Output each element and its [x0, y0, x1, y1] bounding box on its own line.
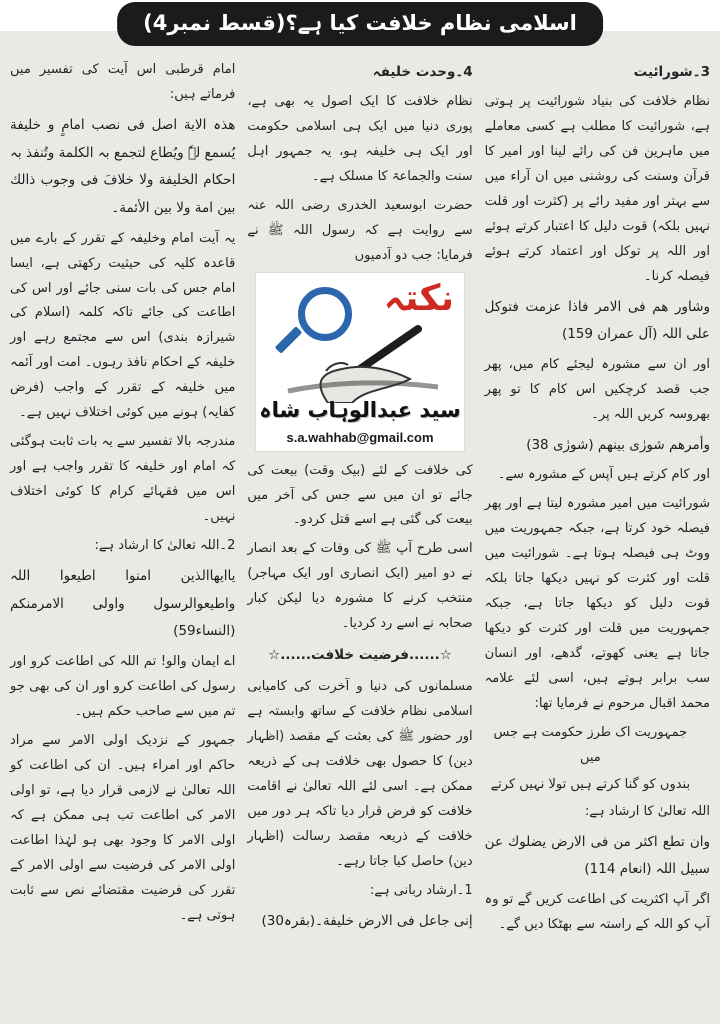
- quran-quote: وأمرھم شورٰی بینھم (شورٰی 38): [526, 436, 710, 453]
- paragraph: 2۔اللہ تعالیٰ کا ارشاد ہے:: [94, 538, 236, 554]
- quran-quote: وان تطع اکثر من فی الارض یضلوك عن سبیل اللہ (انعام 114): [484, 833, 710, 878]
- section-divider-farziyat-khilafat: ☆......فرضیت خلافت......☆: [268, 647, 452, 664]
- poem-line: بندوں کو گنا کرتے ہیں تولا نہیں کرتے: [490, 776, 691, 792]
- writing-hand-icon: [268, 325, 452, 403]
- translation: اور ان سے مشورہ لیجئے کام میں، پھر جب قصد کرچکیں اس کام کا تو پھر بھروسہ کریں اللہ پر۔: [484, 356, 710, 422]
- nukta-brand-text: نکتہ: [383, 277, 455, 319]
- translation: اور کام کرتے ہیں آپس کے مشورہ سے۔: [497, 467, 710, 483]
- paragraph: 1۔ارشاد ربانی ہے:: [370, 882, 473, 898]
- quran-quote: إنی جاعل فی الارض خلیفة۔(بقرہ30): [261, 912, 473, 929]
- article-title: اسلامی نظام خلافت کیا ہے؟(قسط نمبر4): [143, 11, 577, 35]
- column-tafsir: [10, 58, 235, 1024]
- paragraph: شورائیت میں امیر مشورہ لیتا ہے اور پھر فیصلہ خود کرتا ہے، جبکہ جمہوریت میں ووٹ ہی فیصلہ ہوتا ہے۔ شورائیت میں قلت اور کثرت کو نہیں دیکھا جاتا بلکہ قوت دلیل کو دیکھا جاتا ہے، جبکہ جمہوریت میں قلت اور کثرت کو دیکھا جاتا ہے یعنی کھوتے، گدھے، اور انسان سب برابر ہوتے ہیں، اسی لئے علامہ محمد اقبال مرحوم نے فرمایا تھا:: [484, 496, 710, 711]
- paragraph: اللہ تعالیٰ کا ارشاد ہے:: [585, 803, 710, 819]
- paragraph: کی خلافت کے لئے (بیک وقت) بیعت کی جائے تو ان میں سے جس کی آخر میں بیعت کی گئی ہے اسے قتل کردو۔: [247, 462, 473, 528]
- paragraph: یہ آیت امام وخلیفہ کے تقرر کے بارے میں قاعدہ کلیہ کی حیثیت رکھتی ہے، ایسا امام جس کی بات سنی جائے اور اس کی اطاعت کی جائے تاکہ کلمہ (اسلام کی شیرازہ بندی) اس سے مجتمع رہے اور خلیفہ کے احکام نافذ رہوں۔ امت اور آئمہ میں خلیفہ کے تقرر کے واجب (فرض کفایہ) ہونے میں کوئی اختلاف نہیں ہے۔: [10, 230, 236, 421]
- paragraph: جمہور کے نزدیک اولی الامر سے مراد حاکم اور امراء ہیں۔ ان کی اطاعت کو اللہ تعالیٰ نے لازمی قرار دیا ہے، تو اولی الامر کی اطاعت تب ہی ممکن ہے کہ اولی الامر کا وجود بھی ہو لہٰذا اطاعت اولی الامر کی فرضیت سے اولی الامر کے تقرر کی فرضیت مقتضائے نص سے ثابت ہوتی ہے۔: [10, 732, 236, 923]
- column-shuraiyat: [485, 58, 710, 1024]
- translation: اگر آپ اکثریت کی اطاعت کریں گے تو وہ آپ کو اللہ کے راستہ سے بھٹکا دیں گے۔: [484, 892, 710, 933]
- author-email: s.a.wahhab@gmail.com: [286, 429, 434, 445]
- paragraph: نظام خلافت کا ایک اصول یہ بھی ہے، پوری دنیا میں ایک ہی اسلامی حکومت اور ایک ہی خلیفہ ہو، یہ جمہور اہل سنت والجماعۃ کا مسلک ہے۔: [247, 93, 473, 184]
- section-heading-wahdat: 4۔وحدت خلیفہ: [372, 64, 473, 80]
- paragraph: مسلمانوں کی دنیا و آخرت کی کامیابی اسلامی نظام خلافت کے ساتھ وابستہ ہے اور حضور ﷺ کی بعثت کے مقصد (اظہار دین) کا حصول بھی خلافت ہی کے ذریعہ ممکن ہے۔ اسی لئے اللہ تعالیٰ نے اقامت خلافت کو فرض قرار دیا تاکہ ہر دور میں خلافت کے ذریعہ مقصد رسالت (اظہار دین) حاصل کیا جاتا رہے۔: [247, 679, 473, 869]
- paragraph: حضرت ابوسعید الخدری رضی اللہ عنہ سے روایت ہے کہ رسول اللہ ﷺ نے فرمایا: جب دو آدمیوں: [247, 197, 473, 263]
- paragraph: مندرجہ بالا تفسیر سے یہ بات ثابت ہوگئی کہ امام اور خلیفہ کا تقرر واجب ہے اور اس میں فقہائے کرام کا کوئی اختلاف نہیں۔: [10, 434, 236, 525]
- author-logo-box: [256, 273, 464, 451]
- author-name: سید عبدالوہاب شاہ: [259, 398, 461, 423]
- article-columns: [0, 58, 720, 1024]
- arabic-quote: ھذہ الایة اصل فی نصب امامٍ و خلیفة یُسمع لہٗ ویُطاع لتجمع بہ الکلمة وتُنفذ بہ احکام الخلیفة ولا خلافَ فی وجوب ذالك بین امة ولا بین الأئمة۔: [10, 116, 236, 216]
- section-heading-shuraiyat: 3۔شورائیت: [633, 64, 710, 80]
- paragraph: امام قرطبی اس آیت کی تفسیر میں فرماتے ہیں:: [10, 62, 236, 102]
- paragraph: نظام خلافت کی بنیاد شورائیت پر ہوتی ہے، شورائیت کا مطلب ہے کسی معاملے میں ماہرین فن کی رائے لینا اور امیر کا قرآن وسنت کی روشنی میں ان آراء میں سے بہتر اور مفید رائے پر (کثرت اور قلت نہیں بلکہ) قوت دلیل کا اعتبار کرتے ہوئے اور اللہ پر توکل اور اعتماد کرتے ہوئے فیصلہ کرنا۔: [484, 93, 710, 284]
- translation: اے ایمان والو! تم اللہ کی اطاعت کرو اور رسول کی اطاعت کرو اور ان کی بھی جو تم میں سے صاحب حکم ہیں۔: [10, 654, 236, 719]
- quran-quote: وشاور ھم فی الامر فاذا عزمت فتوکل علی اللہ (آل عمران 159): [484, 298, 710, 343]
- paragraph: اسی طرح آپ ﷺ کی وفات کے بعد انصار نے دو امیر (ایک انصاری اور ایک مہاجر) منتخب کرنے کا مشورہ دیا لیکن کبار صحابہ نے اسے رد کردیا۔: [247, 541, 473, 632]
- column-wahdat-khalifa: [247, 58, 472, 1024]
- article-title-banner: [117, 2, 603, 46]
- quran-quote: یاایھاالذین امنوا اطیعوا اللہ واطیعوالرسول واولی الامرمنکم (النساء59): [10, 567, 236, 640]
- poem-line: جمہوریت اک طرز حکومت ہے جس میں: [493, 724, 688, 765]
